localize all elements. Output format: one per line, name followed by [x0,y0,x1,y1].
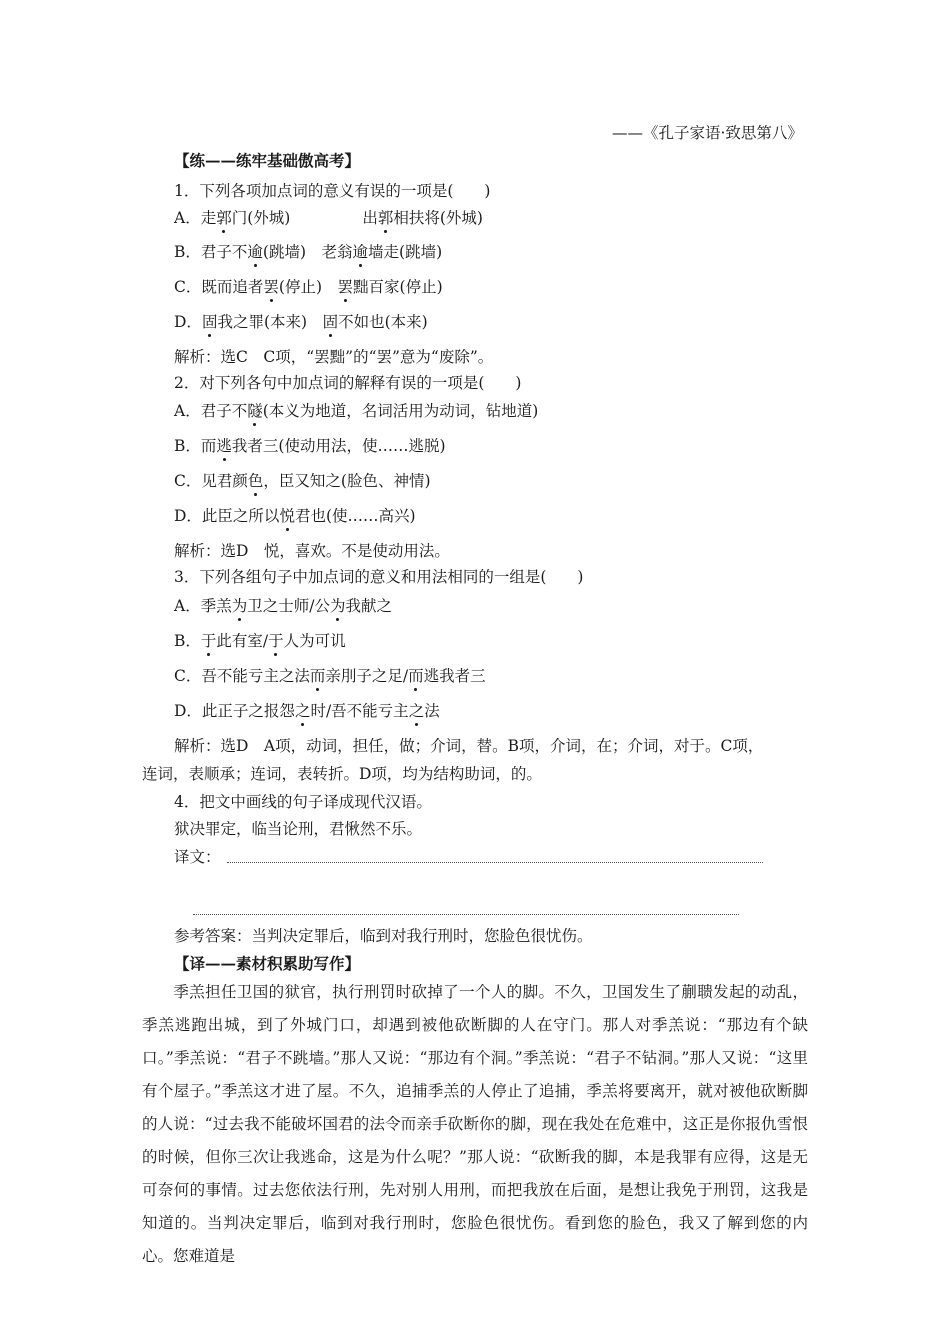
question-2-option-c: C．见君颜色，臣又知之(脸色、神情) [174,472,431,490]
answer-line-2 [193,914,739,915]
question-2-option-d: D．此臣之所以悦君也(使……高兴) [174,507,416,525]
section-heading-practice: 【练——练牢基础傲高考】 [174,151,361,170]
question-4-stem: 4．把文中画线的句子译成现代汉语。 [174,793,432,811]
question-3-option-b: B．于此有室/于人为可讥 [174,632,346,650]
question-3-option-c: C．吾不能亏主之法而亲刖子之足/而逃我者三 [174,667,486,685]
question-3-answer-line-2: 连词，表顺承；连词，表转折。D项，均为结构助词，的。 [142,765,542,783]
question-1-stem: 1．下列各项加点词的意义有误的一项是( ) [174,182,491,200]
question-3-answer-line-1: 解析：选D A项，动词，担任，做；介词，替。B项，介词，在；介词，对于。C项， [174,737,764,755]
question-2-option-b: B．而逃我者三(使动用法，使……逃脱) [174,437,446,455]
question-2-stem: 2．对下列各句中加点词的解释有误的一项是( ) [174,374,522,392]
question-3-option-d: D．此正子之报怨之时/吾不能亏主之法 [174,702,440,720]
question-3-option-a: A．季羔为卫之士师/公为我献之 [174,597,392,615]
question-2-option-a: A．君子不隧(本义为地道，名词活用为动词，钻地道) [174,402,539,420]
question-1-option-a: A．走郭门(外城) 出郭相扶将(外城) [174,209,483,227]
translation-label: 译文： [174,848,221,866]
question-1-option-b: B．君子不逾(跳墙) 老翁逾墙走(跳墙) [174,243,443,261]
question-1-option-c: C．既而追者罢(停止) 罢黜百家(停止) [174,278,443,296]
question-1-option-d: D．固我之罪(本来) 固不如也(本来) [174,313,428,331]
question-1-answer: 解析：选C C项，“罢黜”的“罢”意为“废除”。 [174,348,494,366]
translation-paragraph [142,976,808,1273]
question-3-stem: 3．下列各组句子中加点词的意义和用法相同的一组是( ) [174,568,584,586]
translation-text: 季羔担任卫国的狱官，执行刑罚时砍掉了一个人的脚。不久，卫国发生了蒯聩发起的动乱，季羔逃跑出城，到了外城门口，却遇到被他砍断脚的人在守门。那人对季羔说：“那边有个缺口。”季羔说：“君子不跳墙。”那人又说：“那边有个洞。”季羔说：“君子不钻洞。”那人又说：“这里有个屋子。”季羔这才进了屋。不久，追捕季羔的人停止了追捕，季羔将要离开，就对被他砍断脚的人说：“过去我不能破坏国君的法令而亲手砍断你的脚，现在我处在危难中，这正是你报仇雪恨的时候，但你三次让我逃命，这是为什么呢？”那人说：“砍断我的脚，本是我罪有应得，这是无可奈何的事情。过去您依法行刑，先对别人用刑，而把我放在后面，是想让我免于刑罚，这我是知道的。当判决定罪后，临到对我行刑时，您脸色很忧伤。看到您的脸色，我又了解到您的内心。您难道是 [142,983,808,1265]
answer-line-1 [227,862,763,863]
question-2-answer: 解析：选D 悦，喜欢。不是使动用法。 [174,542,450,560]
question-4-sentence: 狱决罪定，临当论刑，君愀然不乐。 [174,820,423,838]
source-citation: ——《孔子家语·致思第八》 [612,124,803,142]
section-heading-translation: 【译——素材积累助写作】 [174,954,361,973]
question-4-answer: 参考答案：当判决定罪后，临到对我行刑时，您脸色很忧伤。 [174,927,593,945]
